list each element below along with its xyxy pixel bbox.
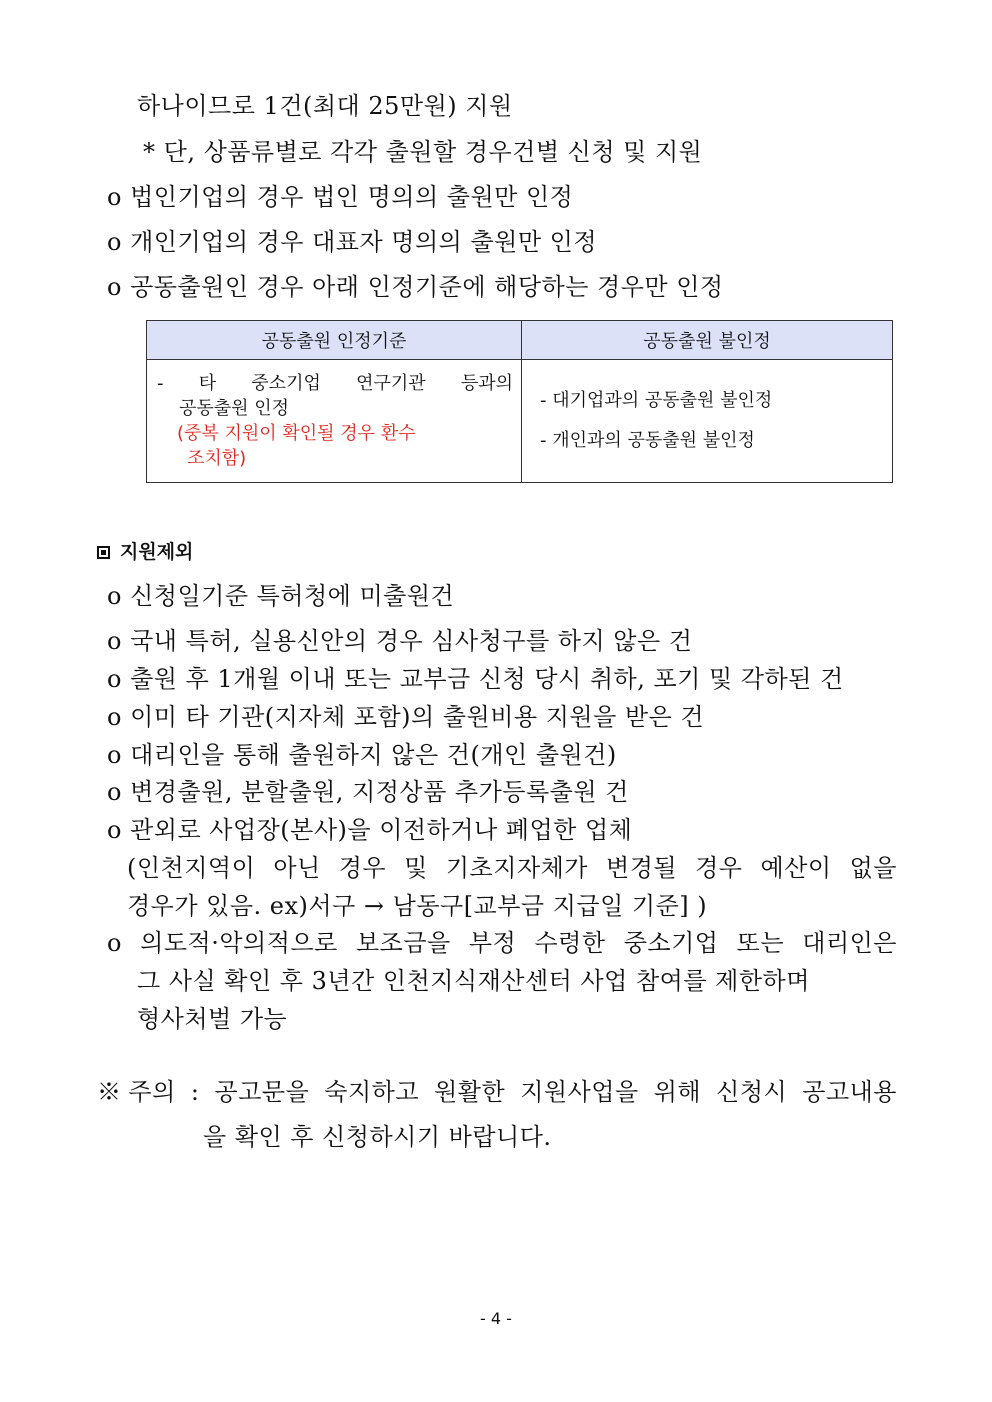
recognized-word-1: 타: [198, 373, 217, 394]
relocation-note-line-1: (인천지역이 아닌 경우 및 기초지자체가 변경될 경우 예산이 없을: [127, 854, 897, 882]
exclusion-item: o 신청일기준 특허청에 미출원건: [107, 582, 455, 610]
bullet-individual: o 개인기업의 경우 대표자 명의의 출원만 인정: [107, 228, 598, 256]
not-recognized-cell: [522, 360, 893, 483]
recognized-cell: [147, 360, 522, 483]
relocation-note-line-2: 경우가 있음. ex)서구 → 남동구[교부금 지급일 기준] ): [127, 892, 708, 920]
exclusion-title: 지원제외: [120, 541, 194, 563]
intro-line-2: * 단, 상품류별로 각각 출원할 경우건별 신청 및 지원: [143, 138, 703, 166]
refund-note-line-1: (중복 지원이 확인될 경우 환수: [177, 423, 416, 444]
recognized-word-4: 등과의: [460, 373, 513, 394]
not-recognized-individual: - 개인과의 공동출원 불인정: [540, 430, 755, 451]
penalty-line-2: 그 사실 확인 후 3년간 인천지식재산센터 사업 참여를 제한하며: [137, 967, 810, 995]
recognized-dash: -: [157, 373, 164, 394]
penalty-line-1: o 의도적·악의적으로 보조금을 부정 수령한 중소기업 또는 대리인은: [107, 929, 897, 957]
not-recognized-large-company: - 대기업과의 공동출원 불인정: [540, 390, 773, 411]
intro-line-1: 하나이므로 1건(최대 25만원) 지원: [137, 92, 513, 120]
recognized-word-3: 연구기관: [356, 373, 426, 394]
recognized-word-2: 중소기업: [251, 373, 321, 394]
exclusion-item: o 출원 후 1개월 이내 또는 교부금 신청 당시 취하, 포기 및 각하된 건: [107, 665, 844, 693]
table-row: [147, 360, 893, 483]
header-not-recognized: 공동출원 불인정: [522, 321, 893, 360]
notice-line-1: ※주의 : 공고문을 숙지하고 원활한 지원사업을 위해 신청시 공고내용: [97, 1078, 897, 1106]
square-bullet-icon: [97, 546, 110, 559]
recognized-first-line: [157, 371, 513, 396]
bullet-corporate: o 법인기업의 경우 법인 명의의 출원만 인정: [107, 183, 574, 211]
refund-note-line-2: 조치함): [187, 448, 247, 469]
exclusion-item: o 대리인을 통해 출원하지 않은 건(개인 출원건): [107, 741, 617, 769]
page-number: - 4 -: [480, 1309, 512, 1328]
joint-application-criteria-table: [146, 320, 893, 483]
exclusion-item: o 이미 타 기관(지자체 포함)의 출원비용 지원을 받은 건: [107, 703, 705, 731]
exclusion-item: o 변경출원, 분할출원, 지정상품 추가등록출원 건: [107, 778, 629, 806]
header-recognized: 공동출원 인정기준: [147, 321, 522, 360]
exclusion-item: o 국내 특허, 실용신안의 경우 심사청구를 하지 않은 건: [107, 627, 693, 655]
recognized-line-2: 공동출원 인정: [179, 398, 290, 419]
bullet-joint: o 공동출원인 경우 아래 인정기준에 해당하는 경우만 인정: [107, 273, 724, 301]
notice-line-2: 을 확인 후 신청하시기 바랍니다.: [203, 1123, 552, 1151]
exclusion-item: o 관외로 사업장(본사)을 이전하거나 폐업한 업체: [107, 816, 633, 844]
exclusion-heading: [97, 540, 193, 564]
table-header-row: [147, 321, 893, 360]
penalty-line-3: 형사처벌 가능: [137, 1005, 288, 1033]
